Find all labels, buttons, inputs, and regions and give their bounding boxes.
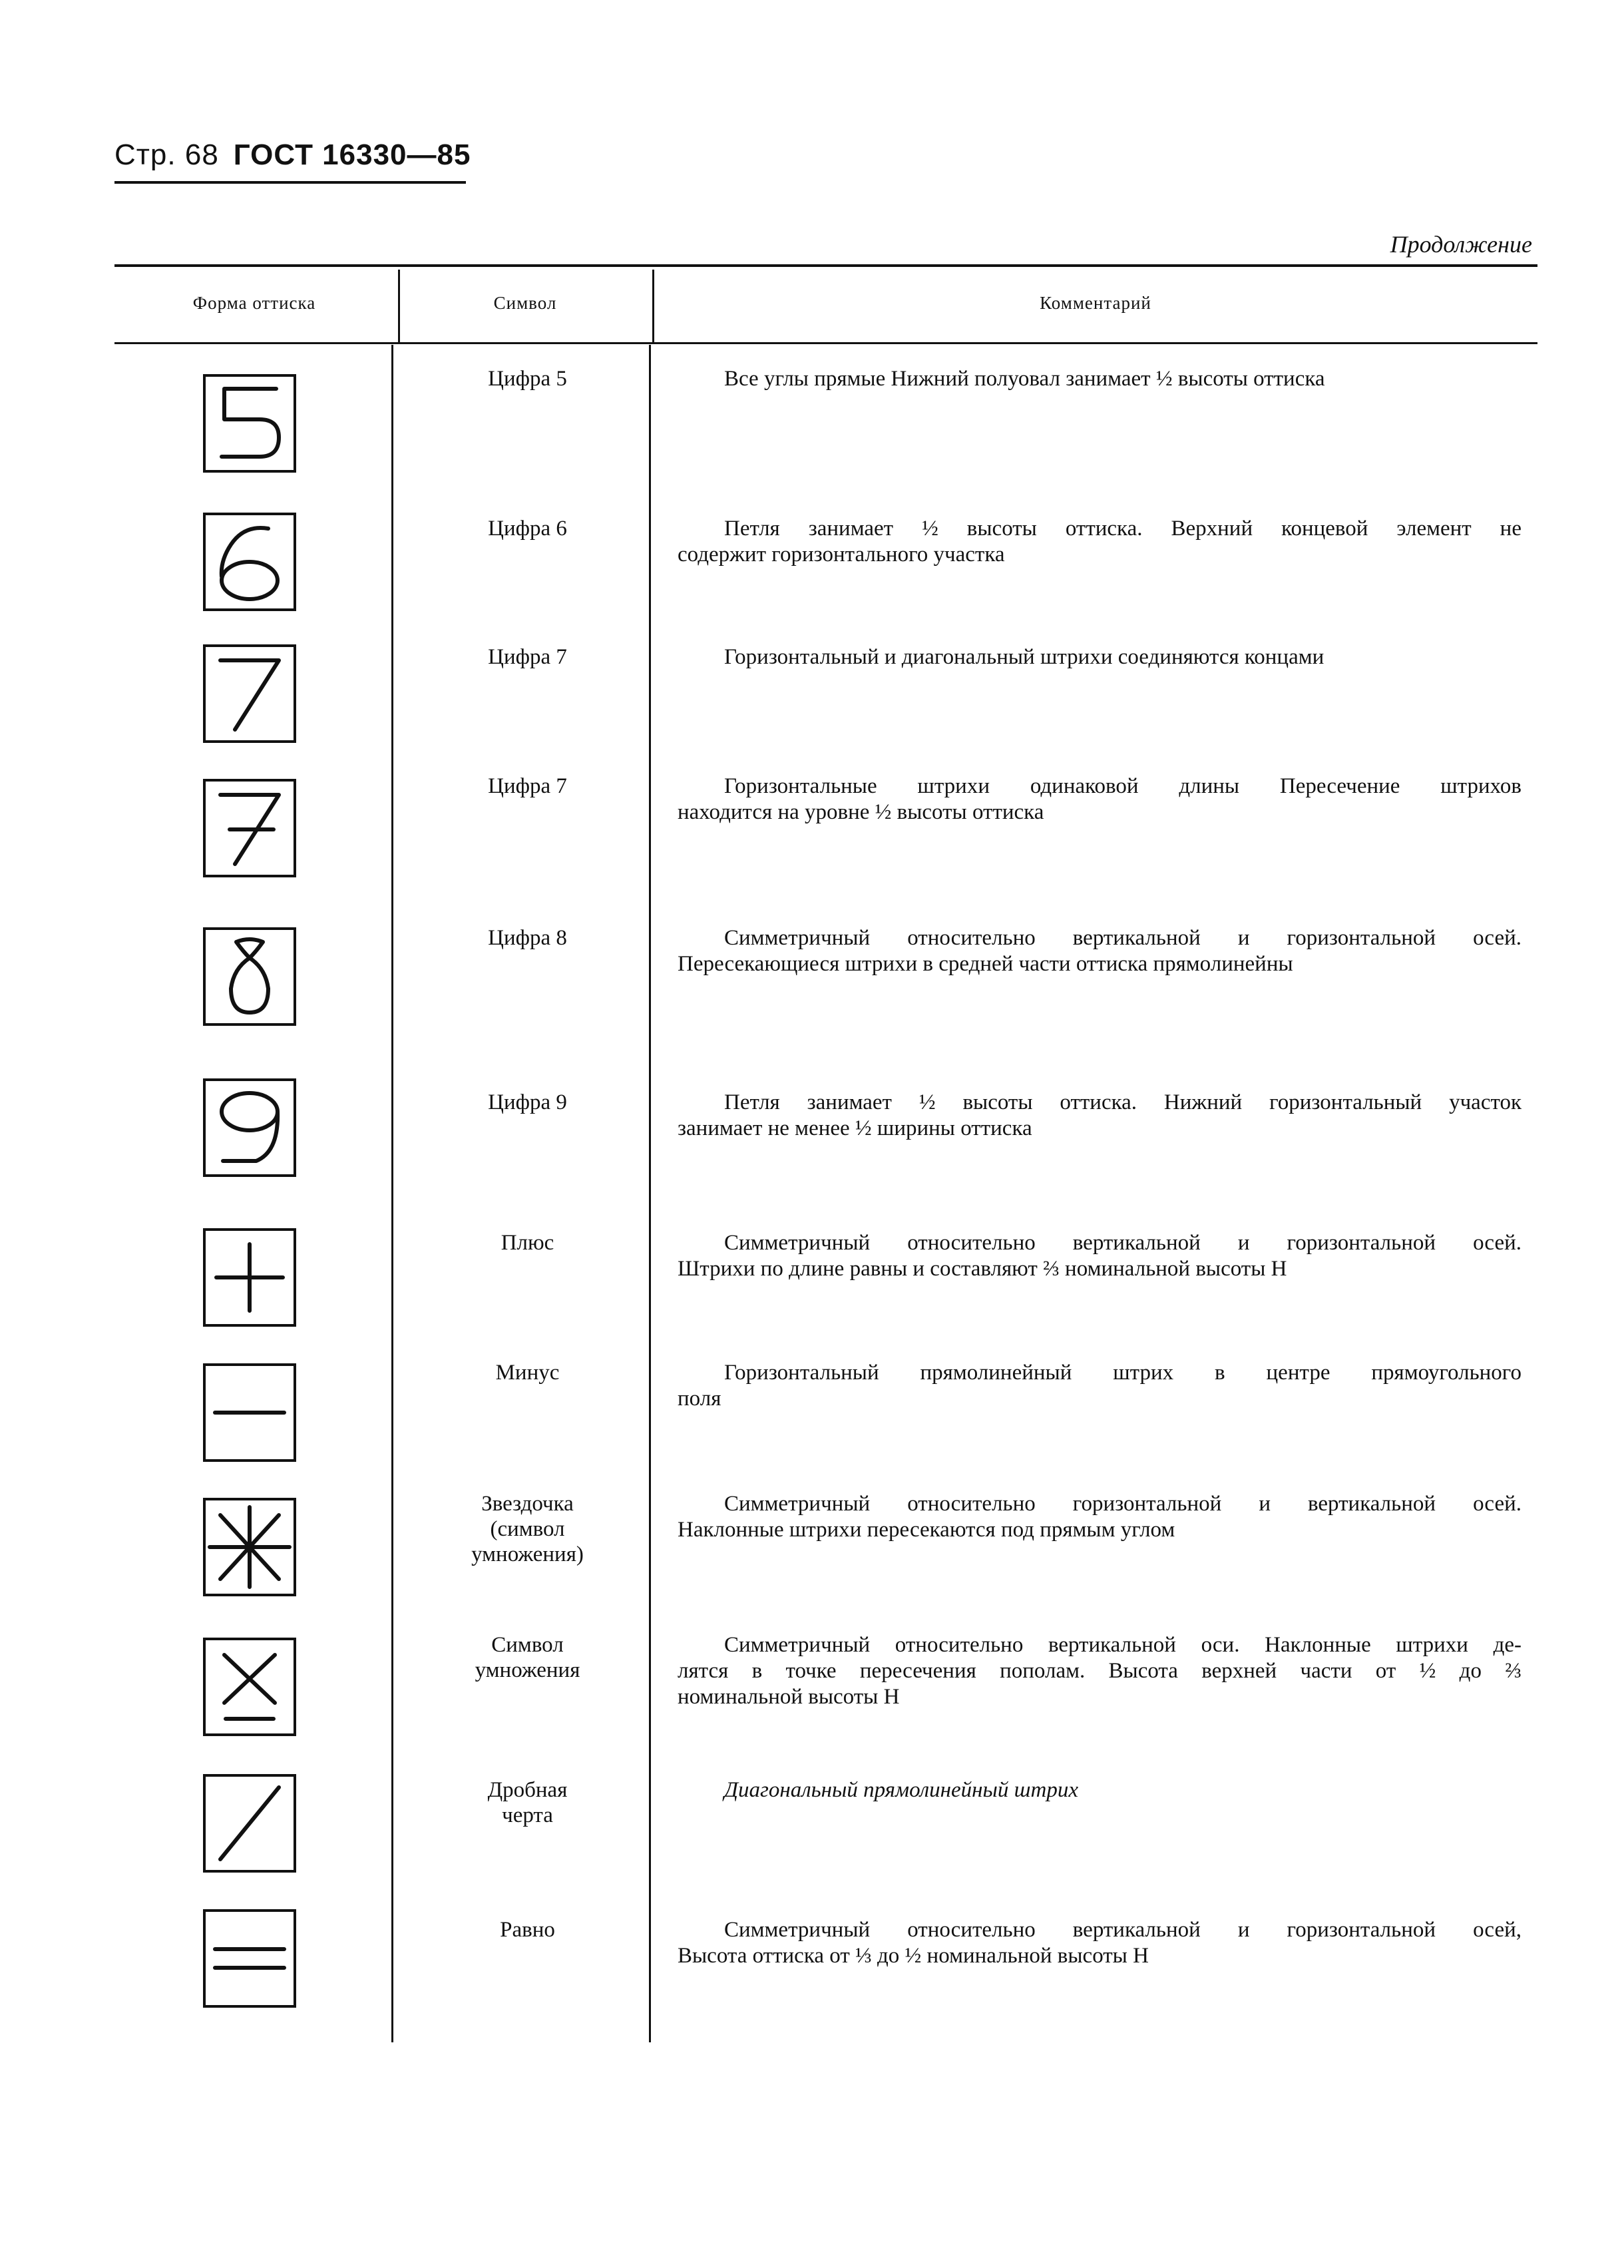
symbol-name xyxy=(399,366,656,391)
symbol-line: умножения xyxy=(475,1658,580,1682)
symbol-line: Дробная xyxy=(487,1778,568,1802)
symbol-line: Цифра 6 xyxy=(488,517,567,541)
symbol-line: (символ xyxy=(490,1517,565,1541)
continued-label: Продолжение xyxy=(1390,231,1532,258)
symbol-line: Плюс xyxy=(501,1231,554,1255)
table-header-rule xyxy=(114,342,1537,344)
symbol-line: черта xyxy=(502,1803,553,1827)
symbol-line: Звездочка xyxy=(481,1492,574,1516)
digit-6-glyph-icon xyxy=(203,513,296,611)
symbol-name xyxy=(399,1491,656,1567)
digit-8-glyph-icon xyxy=(203,927,296,1026)
comment-line: Пересекающиеся штрихи в средней части оттиска прямолинейны xyxy=(678,952,1293,976)
comment-text xyxy=(678,1917,1522,1969)
comment-line: Наклонные штрихи пересекаются под прямым углом xyxy=(678,1518,1175,1542)
comment-line: поля xyxy=(678,1387,721,1411)
symbol-name xyxy=(399,774,656,799)
comment-line: лятся в точке пересечения пополам. Высота верхней части от ½ до ⅔ xyxy=(678,1659,1522,1683)
comment-line: занимает не менее ½ ширины оттиска xyxy=(678,1116,1032,1140)
symbol-name xyxy=(399,1777,656,1828)
comment-line: Все углы прямые Нижний полуовал занимает ½ высоты оттиска xyxy=(724,367,1325,391)
symbol-name xyxy=(399,1090,656,1115)
symbol-line: Символ xyxy=(491,1633,564,1657)
comment-line: Диагональный прямолинейный штрих xyxy=(724,1778,1079,1802)
equals-glyph-icon xyxy=(203,1909,296,2008)
comment-text xyxy=(678,366,1522,392)
comment-text xyxy=(678,774,1522,825)
comment-line: Петля занимает ½ высоты оттиска. Верхний концевой элемент не xyxy=(724,517,1522,541)
symbol-line: Цифра 5 xyxy=(488,367,567,391)
multiply-glyph-icon xyxy=(203,1638,296,1736)
digit-7-crossed-glyph-icon xyxy=(203,779,296,877)
symbol-line: умножения) xyxy=(471,1542,584,1566)
comment-line: Симметричный относительно вертикальной и горизонтальной осей. xyxy=(724,1231,1522,1255)
symbol-name xyxy=(399,1360,656,1385)
comment-text xyxy=(678,1230,1522,1282)
symbol-name xyxy=(399,1632,656,1683)
comment-text xyxy=(678,1632,1522,1710)
symbol-name xyxy=(399,925,656,951)
symbol-name xyxy=(399,1230,656,1255)
comment-line: Горизонтальный и диагональный штрихи соединяются концами xyxy=(724,645,1324,669)
page-header xyxy=(114,138,471,172)
comment-line: Петля занимает ½ высоты оттиска. Нижний горизонтальный участок xyxy=(724,1090,1522,1114)
table-top-rule xyxy=(114,264,1537,267)
page-number: Стр. 68 xyxy=(114,138,219,171)
comment-text xyxy=(678,1491,1522,1543)
comment-text xyxy=(678,516,1522,568)
digit-7-glyph-icon xyxy=(203,644,296,743)
plus-glyph-icon xyxy=(203,1228,296,1327)
standard-number: ГОСТ 16330—85 xyxy=(233,138,471,171)
symbol-line: Минус xyxy=(495,1361,560,1385)
minus-glyph-icon xyxy=(203,1363,296,1462)
column-header-comment: Комментарий xyxy=(1040,293,1151,313)
symbol-line: Цифра 8 xyxy=(488,926,567,950)
symbol-line: Цифра 7 xyxy=(488,645,567,669)
comment-text xyxy=(678,925,1522,977)
symbol-name xyxy=(399,516,656,541)
symbol-name xyxy=(399,1917,656,1942)
comment-text xyxy=(678,644,1522,670)
comment-text xyxy=(678,1360,1522,1412)
symbol-name xyxy=(399,644,656,670)
symbol-line: Цифра 7 xyxy=(488,774,567,798)
column-header-form: Форма оттиска xyxy=(192,293,316,313)
slash-glyph-icon xyxy=(203,1774,296,1873)
comment-text xyxy=(678,1090,1522,1142)
comment-line: номинальной высоты H xyxy=(678,1685,900,1709)
symbol-line: Цифра 9 xyxy=(488,1090,567,1114)
comment-line: Симметричный относительно вертикальной и горизонтальной осей, xyxy=(724,1918,1522,1942)
header-underline xyxy=(114,181,466,184)
comment-line: находится на уровне ½ высоты оттиска xyxy=(678,800,1044,824)
comment-line: Горизонтальный прямолинейный штрих в центре прямоугольного xyxy=(724,1361,1522,1385)
digit-5-glyph-icon xyxy=(203,374,296,473)
digit-9-glyph-icon xyxy=(203,1078,296,1177)
column-header-symbol: Символ xyxy=(493,293,557,313)
comment-text xyxy=(678,1777,1522,1803)
comment-line: Горизонтальные штрихи одинаковой длины Пересечение штрихов xyxy=(724,774,1522,798)
comment-line: содержит горизонтального участка xyxy=(678,543,1005,567)
symbol-line: Равно xyxy=(500,1918,555,1942)
comment-line: Симметричный относительно вертикальной оси. Наклонные штрихи де- xyxy=(724,1633,1522,1657)
comment-line: Симметричный относительно вертикальной и горизонтальной осей. xyxy=(724,926,1522,950)
comment-line: Штрихи по длине равны и составляют ⅔ номинальной высоты H xyxy=(678,1257,1287,1281)
comment-line: Симметричный относительно горизонтальной и вертикальной осей. xyxy=(724,1492,1522,1516)
column-divider-1-body xyxy=(391,345,393,2042)
comment-line: Высота оттиска от ⅓ до ½ номинальной высоты H xyxy=(678,1944,1149,1968)
asterisk-glyph-icon xyxy=(203,1498,296,1596)
